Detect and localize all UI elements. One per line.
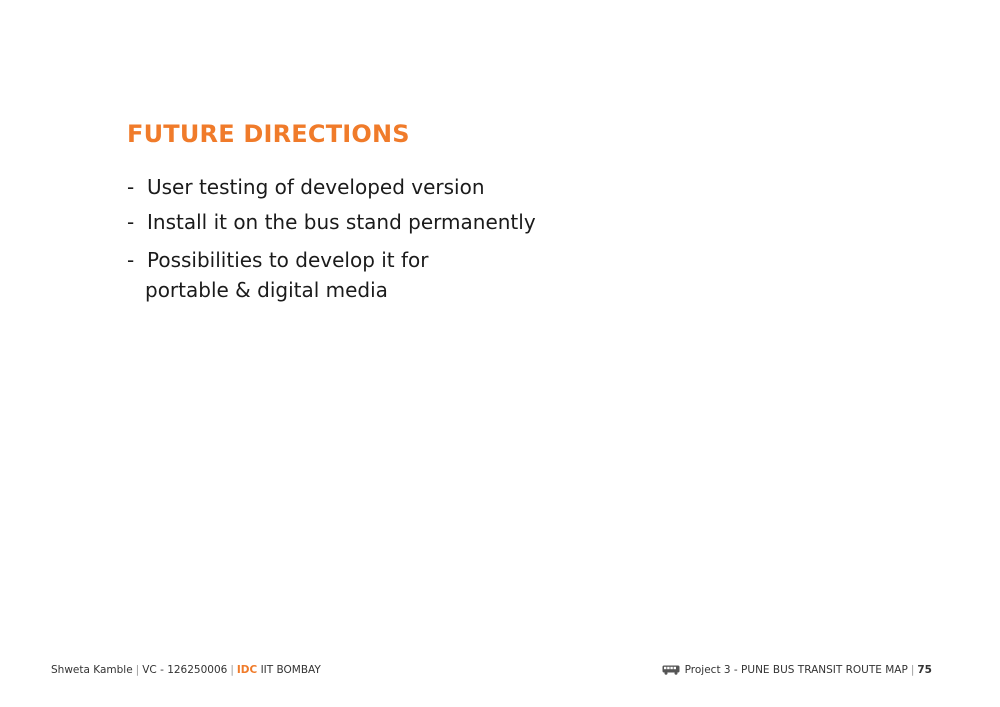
footer-project: Project 3 - PUNE BUS TRANSIT ROUTE MAP xyxy=(684,664,908,676)
bullet-text: User testing of developed version xyxy=(147,175,485,199)
bus-icon xyxy=(662,665,680,675)
bullet-text: Possibilities to develop it for xyxy=(147,248,429,272)
bullet-text-continuation: portable & digital media xyxy=(145,278,388,302)
footer-separator: | xyxy=(135,664,140,676)
bullet-dash: - xyxy=(127,248,135,272)
bullet-item xyxy=(127,245,536,305)
bullet-dash: - xyxy=(127,210,135,234)
footer-separator: | xyxy=(230,664,234,676)
bullet-list xyxy=(127,172,536,305)
bullet-dash: - xyxy=(127,175,135,199)
bullet-item xyxy=(127,172,536,202)
footer-author: Shweta Kamble xyxy=(51,664,133,676)
footer-org: IIT BOMBAY xyxy=(260,664,321,676)
footer-right xyxy=(662,664,932,676)
footer-org-highlight: IDC xyxy=(236,664,258,676)
footer-left xyxy=(51,664,321,676)
page-number: 75 xyxy=(917,664,932,676)
bullet-text: Install it on the bus stand permanently xyxy=(147,210,536,234)
slide-title: FUTURE DIRECTIONS xyxy=(127,120,410,148)
bullet-item xyxy=(127,207,536,237)
footer-separator: | xyxy=(910,664,915,676)
footer-course: VC - 126250006 xyxy=(142,664,228,676)
